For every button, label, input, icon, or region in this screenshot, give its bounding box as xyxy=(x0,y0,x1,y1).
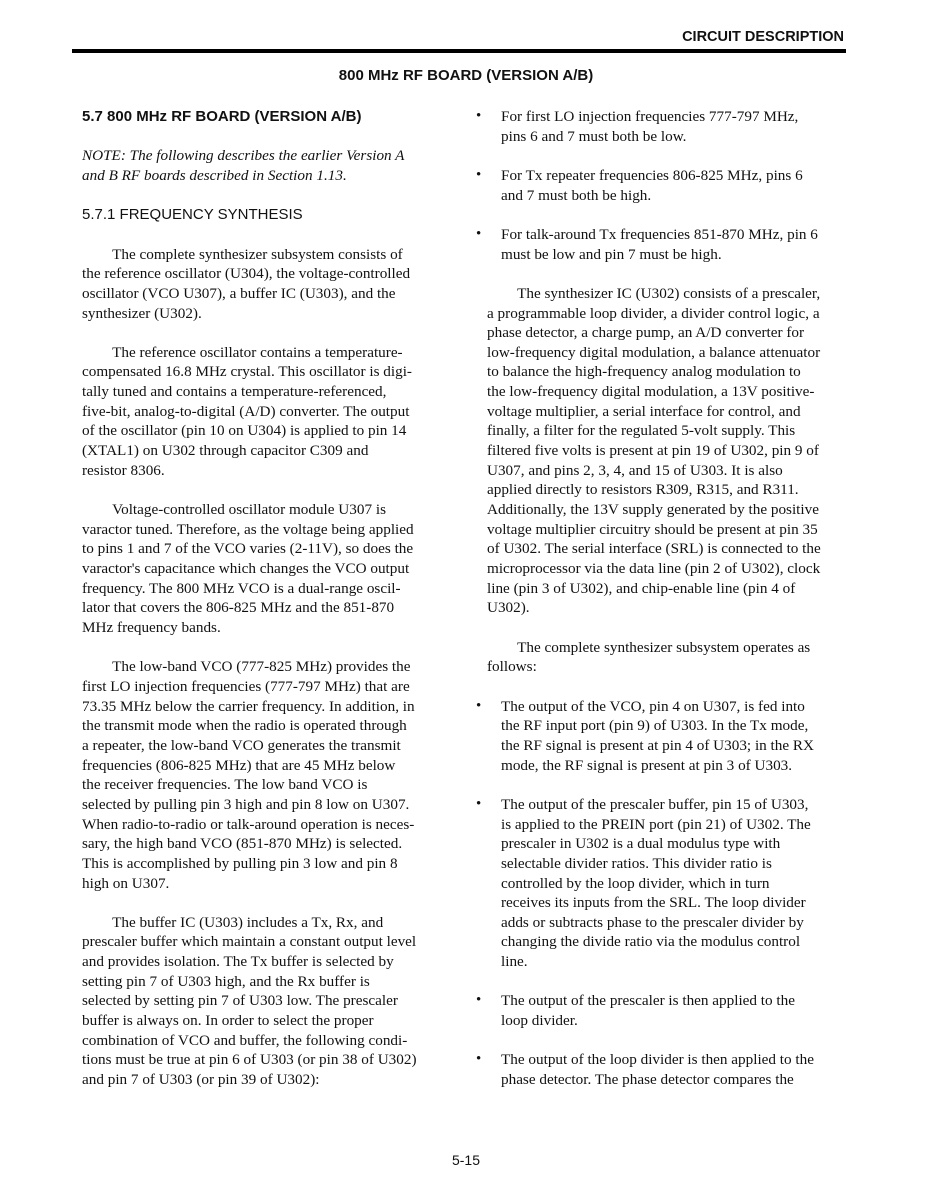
paragraph: The reference oscillator contains a temperature- compensated 16.8 MHz crystal. This oscillator is digi- tally tuned and contains a temperature-referenced, five-bit, analog-to-digital (A/D) converter. The output of the oscillator (pin 10 on U304) is applied to pin 14 (XTAL1) on U302 through capacitor C309 and resistor 8306. xyxy=(82,343,412,479)
bullet-icon: • xyxy=(476,1051,482,1068)
left-column xyxy=(82,107,452,1109)
running-header: CIRCUIT DESCRIPTION xyxy=(682,29,844,45)
bullet-text: For first LO injection frequencies 777-797 MHz, pins 6 and 7 must both be low. xyxy=(501,108,799,145)
bullet-item xyxy=(476,991,856,1030)
bullet-icon: • xyxy=(476,697,482,714)
page-title: 800 MHz RF BOARD (VERSION A/B) xyxy=(338,67,594,84)
page-number: 5-15 xyxy=(451,1152,481,1168)
bullet-item xyxy=(476,166,856,205)
bullet-icon: • xyxy=(476,225,482,242)
bullet-text: The output of the prescaler buffer, pin 15 of U303, is applied to the PREIN port (pin 21) of U302. The prescaler in U302 is a dual modulus type with selectable divider ratios. This divider ratio is controlled by the loop divider, which in turn receives its inputs from the SRL. The loop divider adds or subtracts phase to the prescaler divider by changing the divide ratio via the modulus control line. xyxy=(501,795,811,971)
bullet-text: The output of the VCO, pin 4 on U307, is fed into the RF input port (pin 9) of U303. In the Tx mode, the RF signal is present at pin 4 of U303; in the RX mode, the RF signal is present at pin 3 of U303. xyxy=(501,697,815,774)
paragraph: The buffer IC (U303) includes a Tx, Rx, and prescaler buffer which maintain a constant output level and provides isolation. The Tx buffer is selected by setting pin 7 of U303 high, and the Rx buffer is selected by setting pin 7 of U303 low. The prescaler buffer is always on. In order to select the proper combination of VCO and buffer, the following condi- tions must be true at pin 6 of U303 (or pin 38 of U302) and pin 7 of U303 (or pin 39 of U302): xyxy=(82,913,417,1089)
bullet-icon: • xyxy=(476,108,482,124)
bullet-item xyxy=(476,225,856,264)
paragraph: The low-band VCO (777-825 MHz) provides the first LO injection frequencies (777-797 MHz) that are 73.35 MHz below the carrier frequency. In addition, in the transmit mode when the radio is operated through a repeater, the low-band VCO generates the transmit frequencies (806-825 MHz) that are 45 MHz below the receiver frequencies. The low band VCO is selected by pulling pin 3 high and pin 8 low on U307. When radio-to-radio or talk-around operation is neces- sary, the high band VCO (851-870 MHz) is selected. This is accomplished by pulling pin 3 low and pin 8 high on U307. xyxy=(82,658,415,892)
bullet-text: The output of the prescaler is then applied to the loop divider. xyxy=(501,992,795,1030)
paragraph: The complete synthesizer subsystem consists of the reference oscillator (U304), the voltage-controlled oscillator (VCO U307), a buffer IC (U303), and the synthesizer (U302). xyxy=(82,245,411,322)
paragraph: The complete synthesizer subsystem operates as follows: xyxy=(487,638,811,676)
bullet-icon: • xyxy=(476,166,482,183)
bullet-item xyxy=(476,795,856,972)
paragraph: Voltage-controlled oscillator module U307 is varactor tuned. Therefore, as the voltage being applied to pins 1 and 7 of the VCO varies (2-11V), so does the varactor's capacitance which changes the VCO output frequency. The 800 MHz VCO is a dual-range oscil- lator that covers the 806-825 MHz and the 851-870 MHz frequency bands. xyxy=(82,501,414,636)
subsection-heading: 5.7.1 FREQUENCY SYNTHESIS xyxy=(82,206,303,224)
bullet-icon: • xyxy=(476,992,482,1009)
bullet-icon: • xyxy=(476,795,482,812)
header-rule xyxy=(72,49,846,53)
bullet-text: For talk-around Tx frequencies 851-870 MHz, pin 6 must be low and pin 7 must be high. xyxy=(501,225,818,263)
section-heading: 5.7 800 MHz RF BOARD (VERSION A/B) xyxy=(82,108,362,125)
right-column xyxy=(476,107,856,1109)
bullet-text: The output of the loop divider is then applied to the phase detector. The phase detector compares the xyxy=(501,1051,814,1089)
note: NOTE: The following describes the earlier Version A and B RF boards described in Section 1.13. xyxy=(82,147,405,184)
bullet-item xyxy=(476,1050,856,1089)
paragraph: The synthesizer IC (U302) consists of a prescaler, a programmable loop divider, a divider control logic, a phase detector, a charge pump, an A/D converter for low-frequency digital modulation, a balance attenuator to balance the high-frequency analog modulation to the low-frequency digital modulation, a 13V positive- voltage multiplier, a serial interface for control, and finally, a filter for the regulated 5-volt supply. This filtered five volts is present at pin 19 of U302, pin 9 of U307, and pins 2, 3, 4, and 15 of U303. It is also applied directly to resistors R309, R315, and R311. Additionally, the 13V supply generated by the positive voltage multiplier circuitry should be present at pin 35 of U302. The serial interface (SRL) is connected to the microprocessor via the data line (pin 2 of U302), clock line (pin 3 of U302), and chip-enable line (pin 4 of U302). xyxy=(487,284,821,617)
bullet-item xyxy=(476,697,856,776)
bullet-item xyxy=(476,107,856,146)
bullet-text: For Tx repeater frequencies 806-825 MHz, pins 6 and 7 must both be high. xyxy=(501,166,803,204)
